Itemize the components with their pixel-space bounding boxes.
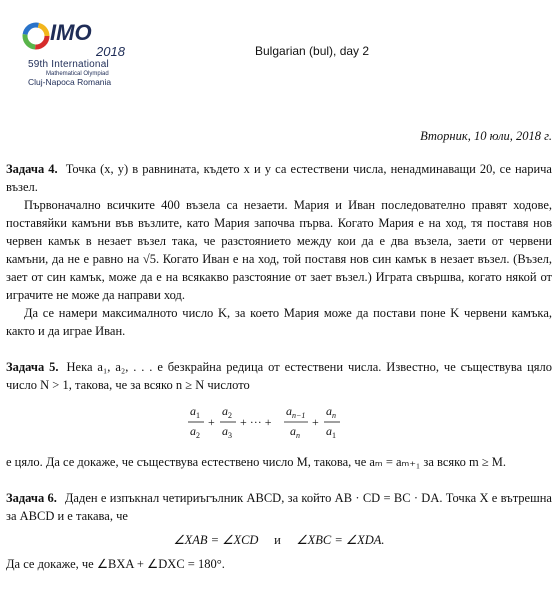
imo-logo [22, 14, 142, 86]
logo-line-1: 59th International [28, 59, 109, 70]
problem-4-label: Задача 4. [6, 162, 58, 176]
problem-4-rules: Първоначално всичките 400 възела са незаети. Мария и Иван последователно правят ходове, поставяйки камъни във възлите, като Мария започва първа. Когато Мария е на ход, тя поставя нов червен камък в незает възел така, че разстоянието между кои да е два възела, заети от червени камъни, да не е равно на √5. Когато Иван е на ход, той поставя нов син камък в незает възел. (Възел, зает от син камък, може да е на всякакво разстояние от зает възел.) Играта свършва, когато някой от играчите не може да направи ход. [6, 198, 552, 302]
problem-6-label: Задача 6. [6, 491, 57, 505]
problem-5-text: Нека a₁, a₂, . . . е безкрайна редица от естествени числа. Известно, че съществува цяло число N > 1, такова, че за всяко n ≥ N числото [6, 360, 552, 392]
svg-text:a: a [290, 424, 296, 438]
problem-4-intro [6, 160, 552, 196]
problem-6 [6, 489, 552, 573]
problem-5-formula [6, 402, 552, 445]
equation-join: и [274, 533, 281, 547]
logo-caption [28, 60, 152, 87]
problem-5-label: Задача 5. [6, 360, 59, 374]
svg-text:a: a [286, 404, 292, 418]
svg-text:+ ··· +: + ··· + [240, 415, 272, 429]
svg-text:n−1: n−1 [292, 411, 306, 420]
problem-5 [6, 358, 552, 471]
svg-text:+: + [208, 415, 215, 429]
problem-5-conclusion: е цяло. Да се докаже, че съществува естествено число M, такова, че aₘ = aₘ₊₁ за всяко m ≥ M. [6, 455, 507, 469]
problem-5-intro [6, 358, 552, 394]
problem-6-intro [6, 489, 552, 525]
svg-text:n: n [296, 431, 300, 440]
problem-4 [6, 160, 552, 340]
svg-text:3: 3 [228, 431, 232, 440]
svg-text:1: 1 [196, 411, 200, 420]
svg-text:a: a [326, 424, 332, 438]
svg-text:n: n [332, 411, 336, 420]
exam-date: Вторник, 10 юли, 2018 г. [420, 129, 552, 143]
svg-text:a: a [190, 424, 196, 438]
fraction-sum-formula [184, 402, 374, 440]
svg-text:1: 1 [332, 431, 336, 440]
problem-4-question: Да се намери максималното число K, за което Мария може да постави поне K червени камъка, както и да играе Иван. [6, 306, 552, 338]
logo-year: 2018 [96, 44, 125, 59]
equation-right: ∠XBC = ∠XDA. [296, 533, 385, 547]
logo-wordmark: IMO [50, 20, 92, 45]
svg-text:a: a [222, 404, 228, 418]
problem-6-equation [6, 531, 552, 549]
svg-text:+: + [312, 415, 319, 429]
problem-6-question: Да се докаже, че ∠BXA + ∠DXC = 180°. [6, 557, 225, 571]
svg-text:a: a [222, 424, 228, 438]
problem-6-text: Даден е изпъкнал четириъгълник ABCD, за който AB · CD = BC · DA. Точка X е вътрешна за ABCD и е такава, че [6, 491, 552, 523]
page-header [0, 0, 559, 100]
logo-line-3: Cluj-Napoca Romania [28, 77, 112, 87]
equation-left: ∠XAB = ∠XCD [173, 533, 259, 547]
svg-text:a: a [326, 404, 332, 418]
svg-text:2: 2 [228, 411, 232, 420]
svg-text:a: a [190, 404, 196, 418]
logo-line-2: Mathematical Olympiad [46, 71, 109, 77]
problem-list [6, 160, 552, 591]
problem-4-text: Точка (x, y) в равнината, където x и y са естествени числа, ненадминаващи 20, се нарича възел. [6, 162, 552, 194]
header-title: Bulgarian (bul), day 2 [255, 44, 370, 58]
svg-text:2: 2 [196, 431, 200, 440]
